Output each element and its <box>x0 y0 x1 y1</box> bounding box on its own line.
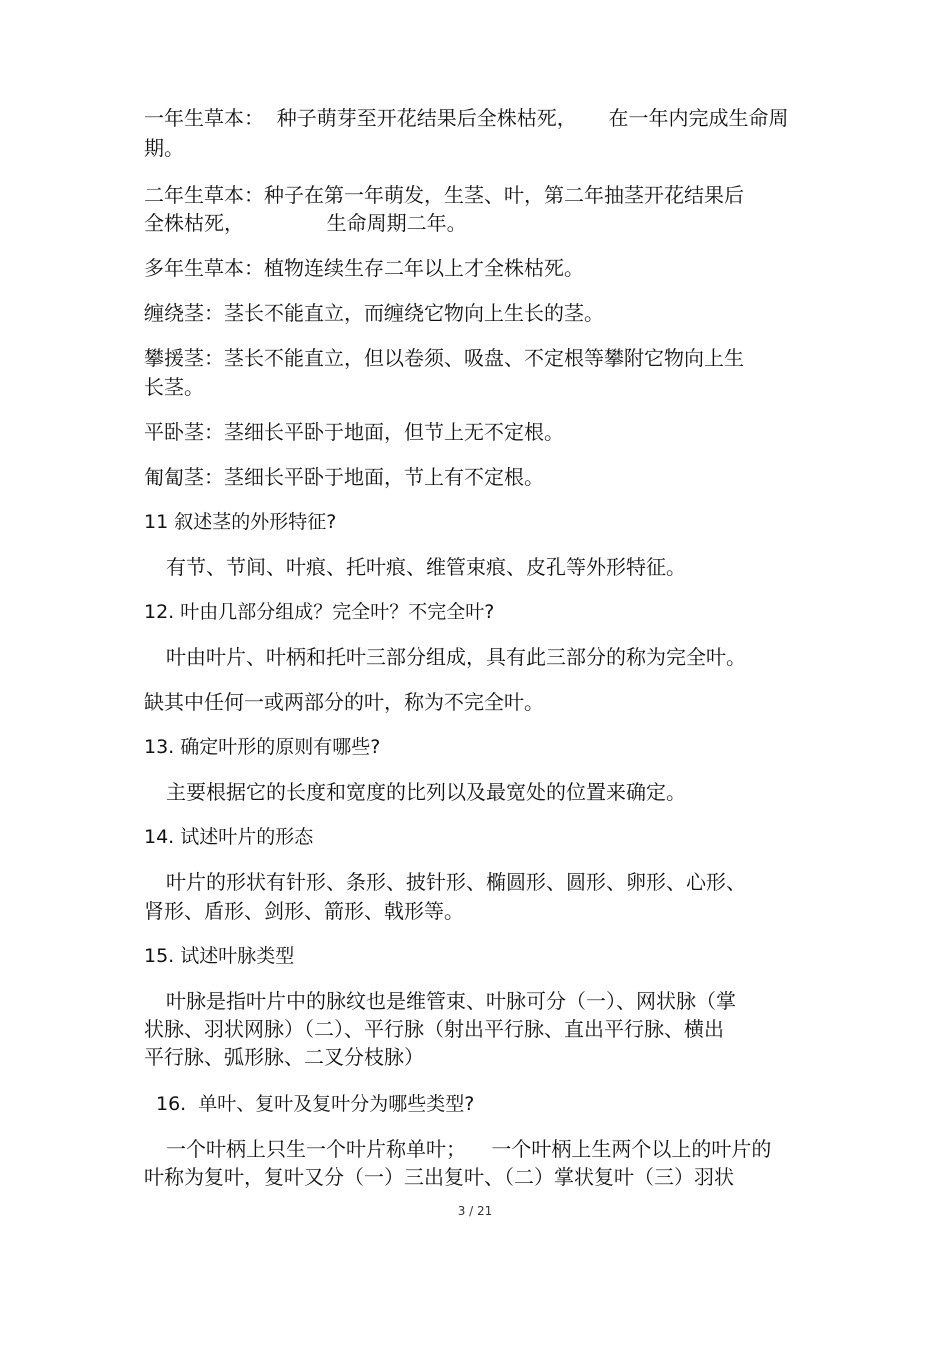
question-heading: 11 叙述茎的外形特征? <box>144 511 337 533</box>
question-heading: 15. 试述叶脉类型 <box>144 945 295 967</box>
page-number: 3 / 21 <box>457 1204 493 1218</box>
answer-line: 叶称为复叶，复叶又分（一）三出复叶、（二）掌状复叶（三）羽状 <box>144 1165 734 1189</box>
text-line: 多年生草本：植物连续生存二年以上才全株枯死。 <box>144 256 584 280</box>
answer-line: 肾形、盾形、剑形、箭形、戟形等。 <box>144 899 464 923</box>
text-line: 期。 <box>144 136 184 160</box>
answer-line: 缺其中任何一或两部分的叶，称为不完全叶。 <box>144 690 544 714</box>
answer-line: 主要根据它的长度和宽度的比列以及最宽处的位置来确定。 <box>166 780 686 804</box>
text-line: 全株枯死， 生命周期二年。 <box>144 211 467 235</box>
answer-line: 平行脉、弧形脉、二叉分枝脉） <box>144 1045 424 1069</box>
answer-line: 有节、节间、叶痕、托叶痕、维管束痕、皮孔等外形特征。 <box>166 555 686 579</box>
text-line: 匍匐茎：茎细长平卧于地面，节上有不定根。 <box>144 465 544 489</box>
question-heading: 12. 叶由几部分组成？完全叶？不完全叶? <box>144 601 495 623</box>
answer-line: 叶脉是指叶片中的脉纹也是维管束、叶脉可分（一）、网状脉（掌 <box>166 989 736 1013</box>
question-heading: 13. 确定叶形的原则有哪些? <box>144 736 381 758</box>
question-heading: 16. 单叶、复叶及复叶分为哪些类型? <box>156 1093 475 1115</box>
answer-line: 状脉、羽状网脉）（二）、平行脉（射出平行脉、直出平行脉、横出 <box>144 1017 724 1041</box>
text-line: 攀援茎：茎长不能直立，但以卷须、吸盘、不定根等攀附它物向上生 <box>144 346 744 370</box>
text-line: 平卧茎：茎细长平卧于地面，但节上无不定根。 <box>144 420 564 444</box>
question-heading: 14. 试述叶片的形态 <box>144 826 314 848</box>
answer-line: 叶片的形状有针形、条形、披针形、椭圆形、圆形、卵形、心形、 <box>166 870 746 894</box>
text-line: 缠绕茎：茎长不能直立，而缠绕它物向上生长的茎。 <box>144 301 604 325</box>
text-line: 二年生草本：种子在第一年萌发，生茎、叶，第二年抽茎开花结果后 <box>144 183 744 207</box>
text-line: 一年生草本： 种子萌芽至开花结果后全株枯死， 在一年内完成生命周 <box>144 106 789 130</box>
answer-line: 一个叶柄上只生一个叶片称单叶； 一个叶柄上生两个以上的叶片的 <box>166 1137 772 1161</box>
text-line: 长茎。 <box>144 375 204 399</box>
answer-line: 叶由叶片、叶柄和托叶三部分组成，具有此三部分的称为完全叶。 <box>166 645 746 669</box>
